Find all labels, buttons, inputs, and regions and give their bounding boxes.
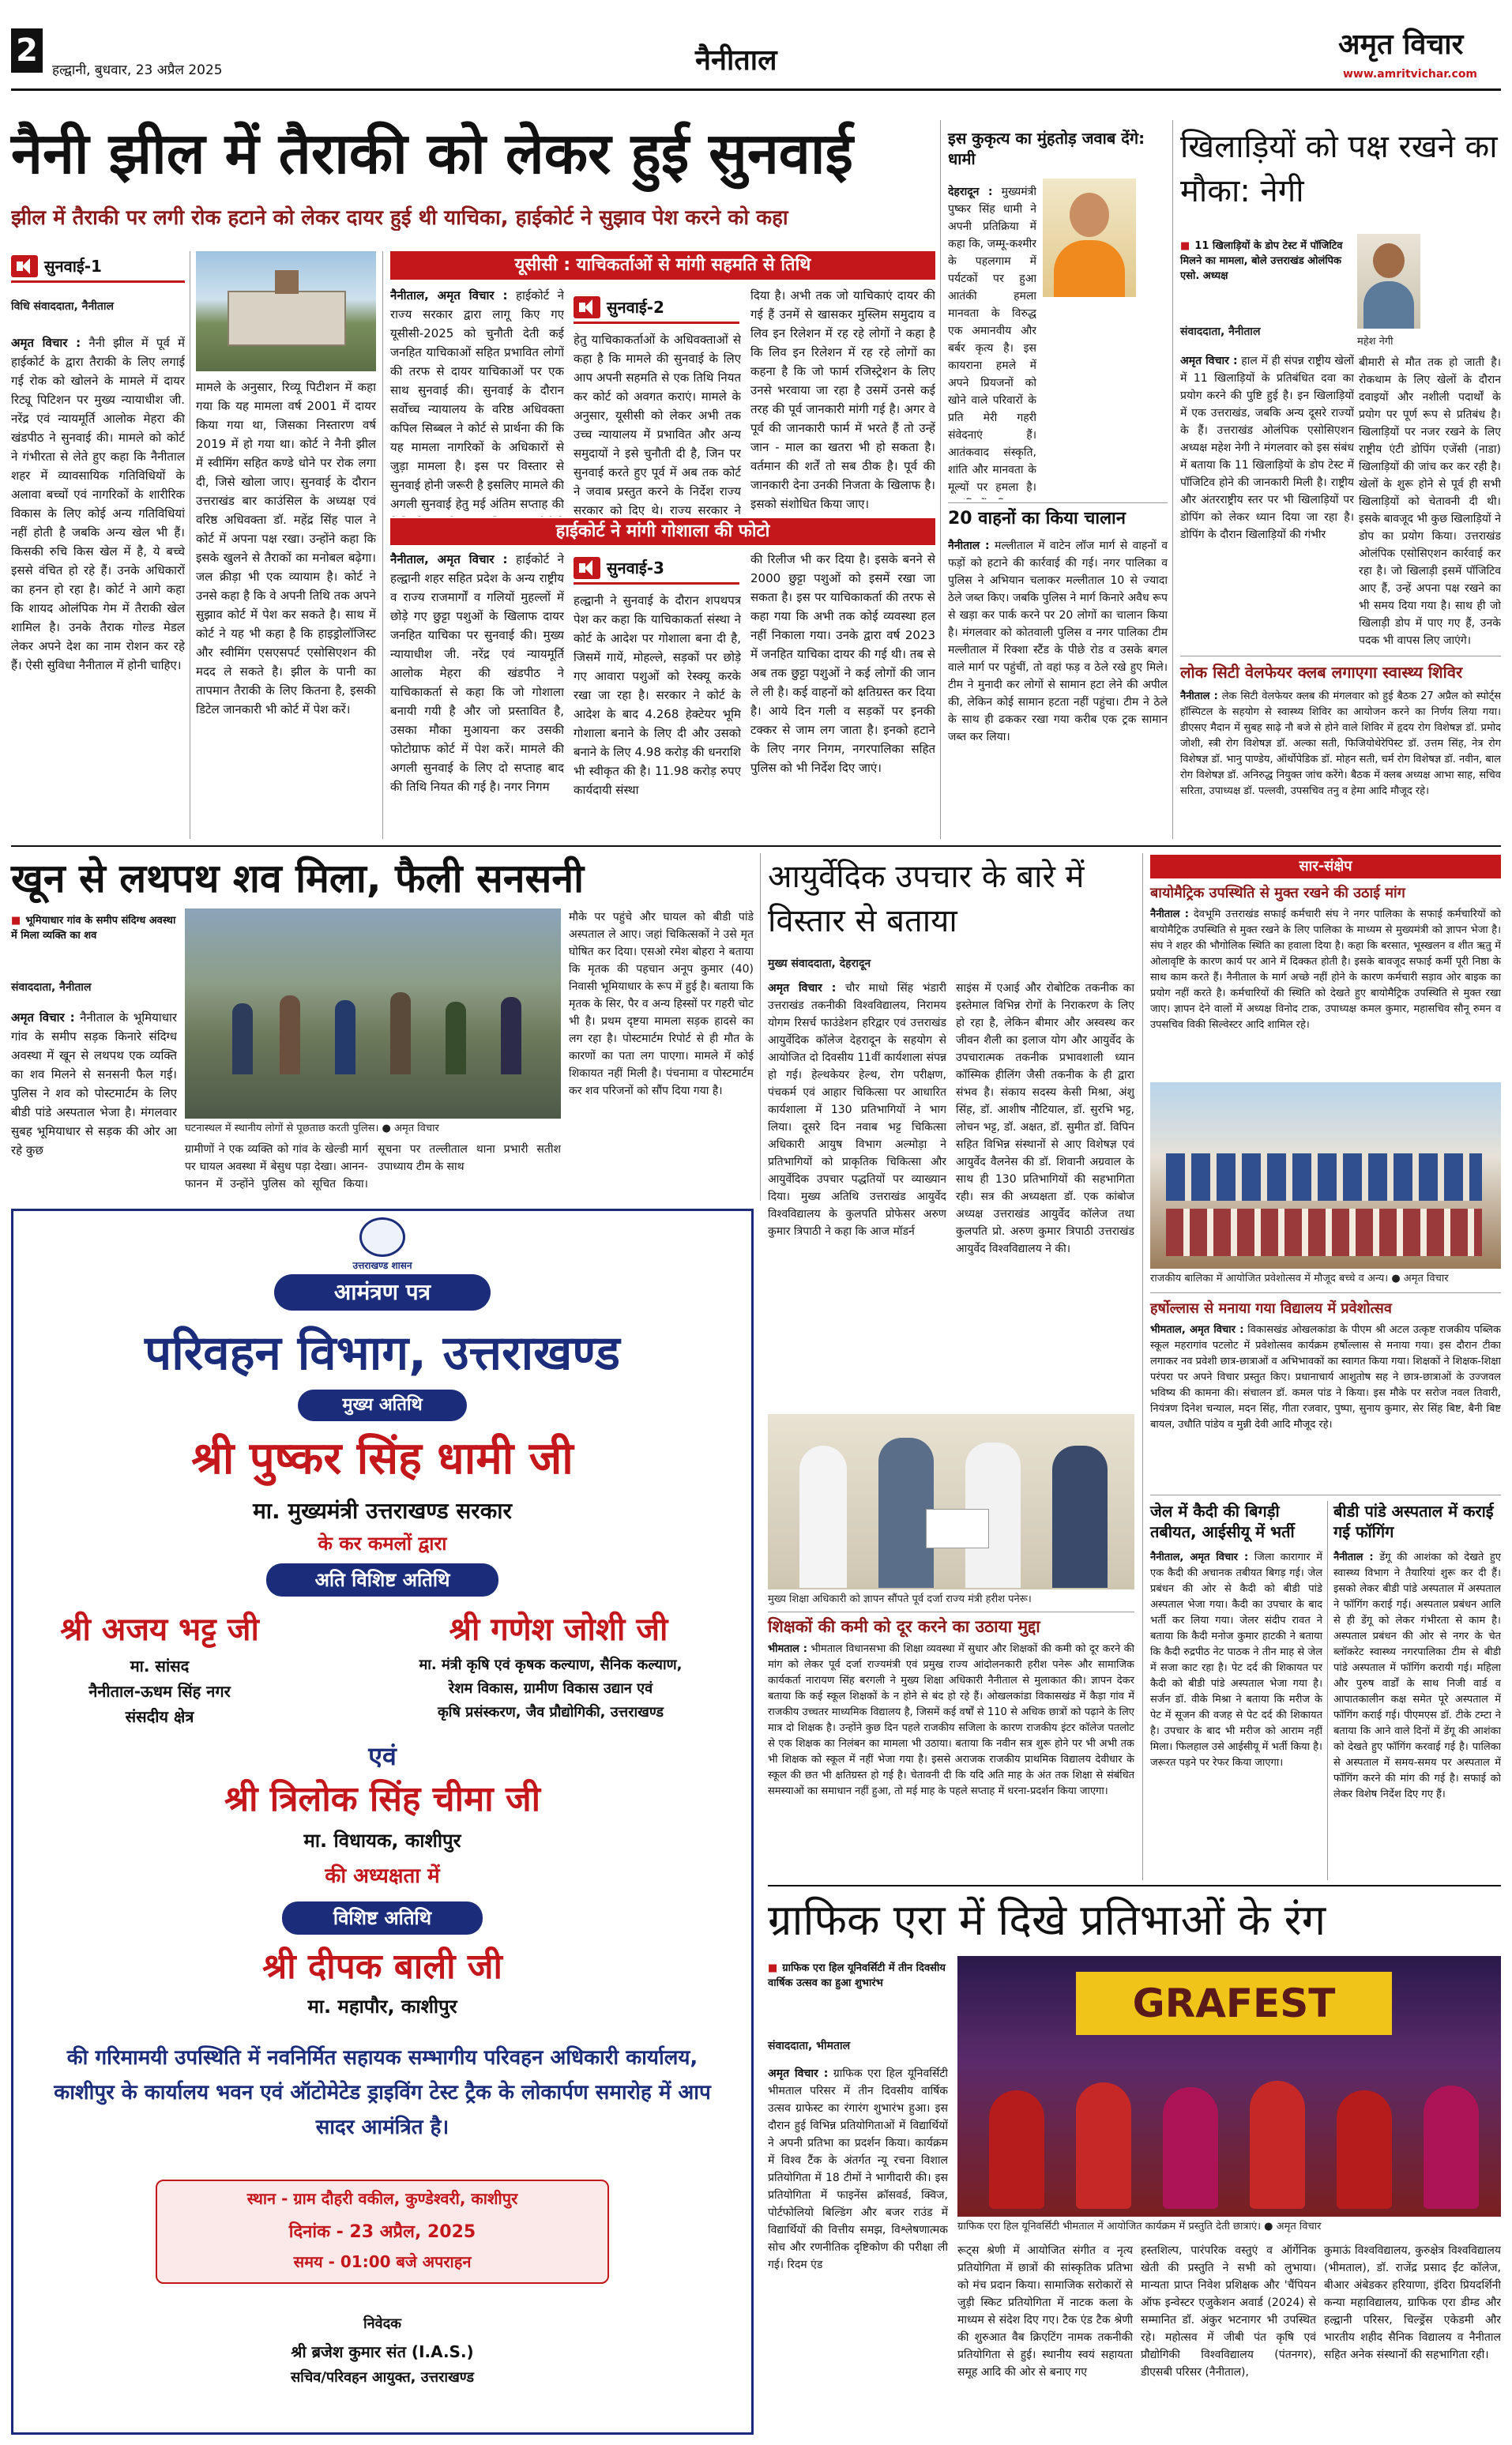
negi-headline: खिलाड़ियों को पक्ष रखने का मौका: नेगी <box>1180 129 1498 209</box>
highcourt-photo <box>196 251 376 371</box>
ad-venue: स्थान - ग्राम दौहरी वकील, कुण्डेश्वरी, काशीपुर <box>246 2189 518 2208</box>
negi-text1: अमृत विचार : हाल में ही संपन्न राष्ट्रीय खेलों में 11 खिलाड़ियों के प्रतिबंधित दवा का प्रयोग करने की पुष्टि हुई है। इन खिलाड़ियों में एक उत्तराखंड, जबकि अन्य दूसरे राज्यों के हैं। उत्तराखंड ओलंपिक एसोसिएशन अध्यक्ष महेश नेगी ने मंगलवार को इस संबंध में बताया कि 11 खिलाड़ियों के डोप टेस्ट में पॉजिटिव होने की जानकारी मिली है। राष्ट्रीय और अंतरराष्ट्रीय स्तर पर भी खिलाड़ियों पर डोपिंग को लेकर ध्यान दिया जा रहा है। डोपिंग के दौरान खिलाड़ियों की गंभीर <box>1180 355 1354 541</box>
body-text1: अमृत विचार : नैनीताल के भूमियाधार गांव के समीप सड़क किनारे संदिग्ध अवस्था में खून से लथपथ एक व्यक्ति का शव मिलने से सनसनी फैल गई। पुलिस ने शव को पोस्टमार्टम के लिए बीडी पांडे अस्पताल भेजा है। मंगलवार सुबह भूमियाधार से सड़क की ओर आ रहे कुछ <box>11 1010 177 1157</box>
school-photo <box>1150 1082 1501 1269</box>
speaker-icon <box>11 255 38 277</box>
hearing3-label: सुनवाई-3 <box>574 553 739 585</box>
school-photo-caption: राजकीय बालिका में आयोजित प्रवेशोत्सव में मौजूद बच्चे व अन्य। ● अमृत विचार <box>1150 1273 1449 1285</box>
dhami-photo <box>1043 179 1136 297</box>
gaushala-banner: हाईकोर्ट ने मांगी गोशाला की फोटो <box>390 518 935 545</box>
negi-bullet: ■ 11 खिलाड़ियों के डोप टेस्ट में पॉजिटिव मिलने का मामला, बोले उत्तराखंड ओलंपिक एसो. अध्यक्ष <box>1180 239 1354 284</box>
ad-date: दिनांक - 23 अप्रैल, 2025 <box>288 2222 476 2242</box>
ad-guest2-title: मा. मंत्री कृषि एवं कृषक कल्याण, सैनिक कल्याण, रेशम विकास, ग्रामीण विकास उद्यान एवं कृषि प्रसंस्करण, जैव प्रौद्योगिकी, उत्तराखण्ड <box>419 1657 683 1721</box>
date-line: हल्द्वानी, बुधवार, 23 अप्रैल 2025 <box>52 62 223 78</box>
ad-footer-label: निवेदक <box>363 2315 402 2332</box>
ucc-text1: नैनीताल, अमृत विचार : हाईकोर्ट ने राज्य सरकार द्वारा लागू किए गए यूसीसी-2025 को चुनौती देती कई जनहित याचिकाओं सहित प्रभावित लोगों की तरफ से दायर याचिकाओं पर एक साथ सुनवाई की। सुनवाई के दौरान सर्वोच्च न्यायालय के वरिष्ठ अधिवक्ता कपिल सिब्बल ने कोर्ट से प्रार्थना की कि यह मामला नागरिकों के अधिकारों से जुड़ा मामला है। इस पर विस्तार से सुनवाई होनी जरूरी है इसलिए मामले की अगली सुनवाई हेतु मई अंतिम सप्ताह की <box>390 288 564 511</box>
lokcity-text: नैनीताल : लेक सिटी वेलफेयर क्लब की मंगलवार को हुई बैठक 27 अप्रैल को स्पोर्ट्स हॉस्पिटल के सहयोग से स्वास्थ्य शिविर का आयोजन करने का निर्णय लिया गया। डीएसए मैदान में सुबह साढ़े नौ बजे से होने वाले शिविर में हृदय रोग विशेषज्ञ डॉ. प्रमोद जोशी, स्त्री रोग विशेषज्ञ डॉ. अल्का सती, फिजियोथेरेपिस्ट डॉ. उत्तम सिंह, नेत्र रोग विशेषज्ञ डॉ. भानु पाण्डेय, ऑर्थोपेडिक डॉ. मोहन सती, चर्म रोग विशेषज्ञ डॉ. नवीन, बाल रोग विशेषज्ञ डॉ. अनिरुद्ध नियुक्त जांच करेंगे। बैठक में क्लब अध्यक्ष आभा साह, सचिव सरिता, उपाध्यक्ष डॉ. पल्लवी, उपसचिव तनु व हेमा आदि मौजूद रहे। <box>1180 690 1501 797</box>
hearing1-byline: विधि संवाददाता, नैनीताल <box>11 300 114 313</box>
speaker-icon <box>574 296 600 318</box>
ad-president-title: मा. विधायक, काशीपुर <box>303 1830 461 1852</box>
graphic-era-text3: हस्तशिल्प, पारंपरिक वस्तुएं व ऑर्गेनिक खेती की प्रस्तुति ने सभी को लुभाया। मान्यता प्राप्त निवेश प्रशिक्षक और 'चैंपियन ऑफ इन्वेस्टर एजुकेशन अवार्ड (2024) से सम्मानित डॉ. अंकुर भटनागर भी उपस्थित रहे। महोत्सव में जीबी पंत कृषि एवं प्रौद्योगिकी विश्वविद्यालय (पंतनगर), डीएसबी परिसर (नैनीताल), <box>1141 2244 1316 2379</box>
hearing2-label: सुनवाई-2 <box>574 292 739 324</box>
challan-headline: 20 वाहनों का किया चालान <box>948 509 1126 528</box>
ad-vip-label: विशिष्ट अतिथि <box>282 1901 483 1935</box>
brand-website: www.amritvichar.com <box>1343 68 1478 81</box>
ad-footer-name: श्री ब्रजेश कुमार संत (I.A.S.) <box>291 2342 474 2361</box>
graphic-era-byline: संवाददाता, भीमताल <box>768 2040 851 2052</box>
saar-item1-title: बायोमैट्रिक उपस्थिति से मुक्त रखने की उठाई मांग <box>1150 885 1405 901</box>
ad-chief-guest-label: मुख्य अतिथि <box>298 1390 467 1421</box>
ad-special-guest-label: अति विशिष्ट अतिथि <box>266 1563 498 1597</box>
lead-headline: नैनी झील में तैराकी को लेकर हुई सुनवाई <box>11 120 853 186</box>
memorandum-photo <box>768 1414 1134 1589</box>
ad-chief-guest-title: मा. मुख्यमंत्री उत्तराखण्ड सरकार <box>253 1498 512 1524</box>
masthead-rule <box>11 88 1501 91</box>
graphic-era-headline: ग्राफिक एरा में दिखे प्रतिभाओं के रंग <box>768 1895 1326 1945</box>
dhami-headline: इस कुकृत्य का मुंहतोड़ जवाब देंगे: धामी <box>948 129 1145 168</box>
bdpandey-headline: बीडी पांडे अस्पताल में कराई गई फॉगिंग <box>1333 1502 1494 1541</box>
body-photo-caption: घटनास्थल में स्थानीय लोगों से पूछताछ करती पुलिस। ● अमृत विचार <box>185 1123 439 1134</box>
graphic-era-photo <box>957 1956 1501 2217</box>
hearing1-label: सुनवाई-1 <box>11 251 185 283</box>
saar-banner: सार-संक्षेप <box>1150 855 1501 878</box>
saar-item2-title: हर्षोल्लास से मनाया गया विद्यालय में प्रवेशोत्सव <box>1150 1300 1392 1317</box>
page-number: 2 <box>11 28 43 73</box>
graphic-era-text1: अमृत विचार : ग्राफिक एरा हिल यूनिवर्सिटी भीमताल परिसर में तीन दिवसीय वार्षिक उत्सव ग्राफेस्ट का रंगारंग शुभारंभ हुआ। इस दौरान हुई विभिन्न प्रतियोगिताओं में विद्यार्थियों ने अपनी प्रतिभा का प्रदर्शन किया। कार्यक्रम में विश्व टैंक के अंतर्गत न्यू रचना विशाल प्रतियोगिता में 18 टीमों ने भागीदारी की। इस प्रतियोगिता में फाइनेंस क्रॉसवर्ड, क्विज, पोर्टफोलियो बिल्डिंग और बजर राउंड में विद्यार्थियों की वित्तीय समझ, विश्लेषणात्मक सोच और रणनीतिक दृष्टिकोण की परीक्षा ली गई। रिदम एंड <box>768 2067 948 2271</box>
jail-text: नैनीताल, अमृत विचार : जिला कारागार में एक कैदी की अचानक तबीयत बिगड़ गई। जेल प्रबंधन की ओर से कैदी को बीडी पांडे अस्पताल भेजा गया। कैदी का उपचार के बाद भर्ती कर लिया गया। जेलर संदीप रावत ने बताया कि कैदी मनोज कुमार हाटकी ने बताया कि कैदी रुद्रपीठ नेट पाठक ने तीन माह से जेल में सजा काट रहा है। पेट दर्द की शिकायत पर कैदी को बीडी पांडे अस्पताल भेजा गया है। सर्जन डॉ. वीके मिश्रा ने बताया कि मरीज के पेट में सूजन की वजह से पेट दर्द की शिकायत है। उपचार के बाद भी मरीज को आराम नहीं मिला। फिलहाल उसे आईसीयू में भर्ती किया है। जरूरत पड़ने पर रेफर किया जाएगा। <box>1150 1552 1322 1769</box>
ayurveda-byline: मुख्य संवाददाता, देहरादून <box>768 957 871 970</box>
graphic-era-banner-text: GRAFEST <box>1076 1972 1392 2035</box>
ayurveda-text1: अमृत विचार : चौर माधो सिंह भंडारी उत्तराखंड तकनीकी विश्वविद्यालय, निरामय योगम रिसर्च फाउंडेशन हरिद्वार एवं उत्तराखंड आयुर्वेदिक कॉलेज देहरादून के सहयोग से आयोजित दो दिवसीय 11वीं कार्यशाला संपन्न हो गई। हेल्थकेयर हेल्थ, रोग परीक्षण, पंचकर्म एवं आहार चिकित्सा पर आधारित कार्यशाला में 130 प्रतिभागियों ने भाग लिया। दूसरे दिन नवाब भट्ट चिकित्सा अधिकारी आयुष विभाग अल्मोड़ा ने प्रतिभागियों को प्राकृतिक चिकित्सा और आयुर्वेदिक उपचार पद्धतियों पर व्याख्यान दिया। मुख्य अतिथि उत्तराखंड आयुर्वेद विश्वविद्यालय के कुलपति प्रोफेसर अरुण कुमार त्रिपाठी ने कहा कि आज मॉडर्न <box>768 982 946 1238</box>
body-byline: संवाददाता, नैनीताल <box>11 981 92 994</box>
dhami-text: देहरादून : मुख्यमंत्री पुष्कर सिंह धामी ने अपनी प्रतिक्रिया में कहा कि, जम्मू-कश्मीर के पहलगाम में पर्यटकों पर हुआ आतंकी हमला मानवता के विरुद्ध एक अमानवीय और बर्बर कृत्य है। इस कायराना हमले में अपने प्रियजनों को खोने वाले परिवारों के प्रति मेरी गहरी संवेदनाएं हैं। आतंकवाद संस्कृति, शांति और मानवता के मूल्यों पर हमला है। <box>948 186 1036 494</box>
speaker-icon <box>574 557 600 579</box>
jail-headline: जेल में कैदी की बिगड़ी तबीयत, आईसीयू में भर्ती <box>1150 1502 1295 1541</box>
ucc-banner: यूसीसी : याचिकर्ताओं से मांगी सहमति से तिथि <box>390 251 935 280</box>
graphic-era-photo-caption: ग्राफिक एरा हिल यूनिवर्सिटी भीमताल में आयोजित कार्यक्रम में प्रस्तुति देती छात्राएं। ● अमृत विचार <box>957 2221 1322 2232</box>
negi-photo-caption: महेश नेगी <box>1357 336 1394 348</box>
ad-vip-title: मा. महापौर, काशीपुर <box>307 1995 457 2018</box>
ad-body: की गरिमामयी उपस्थिति में नवनिर्मित सहायक सम्भागीय परिवहन अधिकारी कार्यालय, काशीपुर के कार्यालय भवन एवं ऑटोमेटेड ड्राइविंग टेस्ट ट्रैक के लोकार्पण समारोह में आप सादर आमंत्रित है। <box>54 2046 711 2139</box>
gaushala-text3: की रिलीज भी कर दिया है। इसके बनने से 2000 छुट्टा पशुओं को इसमें रखा जा सकता है। इस पर याचिकाकर्ता की तरफ से कहा गया कि अभी तक कोई व्यवस्था हल नहीं निकाला गया। उनके द्वारा वर्ष 2023 में जनहित याचिका दायर की गई थी। तब से अब तक छुट्टा पशुओं ने कई लोगों की जान ले ली है। कई वाहनों को क्षतिग्रस्त कर दिया है। आये दिन गली व सड़कों पर इनकी टक्कर से जाम लग जाता है। इनको हटाने के लिए नगर निगम, नगरपालिका सहित पुलिस को भी निर्देश दिए जाएं। <box>750 552 935 775</box>
lead-deck: झील में तैराकी पर लगी रोक हटाने को लेकर दायर हुई थी याचिका, हाईकोर्ट ने सुझाव पेश करने को कहा <box>11 206 788 230</box>
ad-time: समय - 01:00 बजे अपराहन <box>293 2252 472 2271</box>
gaushala-text2: हल्द्वानी ने सुनवाई के दौरान शपथपत्र पेश कर कहा कि याचिकाकर्ता संस्था ने कोर्ट के आदेश पर गोशाला बना दी है, जिसमें गायें, मोहल्ले, सड़कों पर छोड़े गए आवारा पशुओं को रेस्क्यू करके रखा जा रहा है। सरकार ने कोर्ट के आदेश के बाद 4.268 हेक्टेयर भूमि गोशाला बनाने के लिए दी और उसको बनाने के लिए 4.98 करोड़ की धनराशि भी स्वीकृत की है। 11.98 करोड़ रुपए कार्यदायी संस्था <box>574 593 741 797</box>
ucc-text3: दिया है। अभी तक जो याचिकाएं दायर की गई हैं उनमें से खासकर मुस्लिम समुदाय व लिव इन रिलेशन में रह रहे लोगों ने कहा है कि लिव इन रिलेशन में रह रहे लोगों का कहना है कि जो फार्म रजिस्ट्रेशन के लिए उनसे भरवाया जा रहा है उसमें उनसे कई तरह की पूर्व जानकारी मांगी गई है। अगर वे पूर्व की जानकारी फार्म में भरते हैं तो उन्हें जान - माल का खतरा भी हो सकता है। वर्तमान की शर्तें तो सब ठीक है। पूर्व की जानकारी देना उनकी निजता के खिलाफ है। इसको संशोधित किया जाए। <box>750 288 935 511</box>
challan-text: नैनीताल : मल्लीताल में वाटेन लॉज मार्ग से वाहनों व फड़ों को हटाने की कार्रवाई की गई। नगर पालिका व पुलिस ने अभियान चलाकर मल्लीताल 10 से ज्यादा ठेले जब्त किए। जबकि पुलिस ने मार्ग किनारे अवैध रूप से खड़ा कर पार्क करने पर 20 लोगों का चालान किया है। मंगलवार को कोतवाली पुलिस व नगर पालिका टीम मल्लीताल में रिक्शा स्टैंड के पीछे रोड व उसके बगल वाले मार्ग पर पहुंचीं, तो वहां फड़ व ठेले रखे हुए मिले। टीम ने मुनादी कर लोगों से सामान हटा लेने की अपील की, लेकिन कोई सामान हटता नहीं पहुंचा। टीम ने ठेले के साथ ही ढककर रखा गया करीब एक ट्रक सामान जब्त कर लिया। <box>948 540 1168 743</box>
ad-footer-title: सचिव/परिवहन आयुक्त, उत्तराखण्ड <box>291 2369 474 2386</box>
ad-venue-box <box>156 2180 609 2284</box>
ad-guest1-name: श्री अजय भट्ट जी <box>60 1612 259 1648</box>
ad-guest1-title: मा. सांसद नैनीताल-ऊधम सिंह नगर संसदीय क्षेत्र <box>88 1657 231 1726</box>
brand-logo: अमृत विचार <box>1338 28 1464 61</box>
negi-byline: संवाददाता, नैनीताल <box>1180 325 1261 338</box>
hearing1-text: अमृत विचार : नैनी झील में पूर्व में हाईकोर्ट के द्वारा तैराकी के लिए लगाई गई रोक को खोलने के मामले में दायर रिट्यू पिटिशन पर मुख्य न्यायाधीश जी. नरेंद्र एवं न्यायमूर्ति आलोक मेहरा की खंडपीठ ने सुनवाई की। मामले को कोर्ट ने गंभीरता से लेते हुए कहा कि नैनीताल शहर में व्यावसायिक गतिविधियों के अलावा बच्चों एवं नागरिकों के शारीरिक विकास के लिए कोई अन्य गतिविधियां नहीं होती है जबकि अन्य खेल भी हैं। किसकी रुचि किस खेल में है, ये बच्चे इससे वंचित हो रहे हैं। उनके अधिकारों का हनन हो रहा है। कोर्ट ने आगे कहा कि शायद ओलंपिक गेम में तैराकी खेल शामिल है। उनके तैराक गोल्ड मेडल लेकर अपने देश का नाम रोशन कर रहे हैं। ऐसी सुविधा नैनीताल में होनी चाहिए। <box>11 336 185 672</box>
body-bullet: ■ भूमियाधार गांव के समीप संदिग्ध अवस्था में मिला व्यक्ति का शव <box>11 913 177 943</box>
graphic-era-bullet: ■ ग्राफिक एरा हिल यूनिवर्सिटी में तीन दिवसीय वार्षिक उत्सव का हुआ शुभारंभ <box>768 1961 948 1991</box>
govt-emblem-icon <box>359 1217 405 1257</box>
ad-department: परिवहन विभाग, उत्तराखण्ड <box>145 1326 620 1381</box>
teachers-text: भीमताल : भीमताल विधानसभा की शिक्षा व्यवस्था में सुधार और शिक्षकों की कमी को दूर करने की मांग को लेकर पूर्व दर्जा राज्यमंत्री एवं प्रमुख राज्य आंदोलनकारी हरीश पनेरू और सामाजिक कार्यकर्ता नारायण सिंह बरगली ने मुख्य शिक्षा अधिकारी नैनीताल से मुलाकात की। ज्ञापन देकर बताया कि कई स्कूल शिक्षकों के न होने से बंद हो रहे हैं। ओखलकांडा विकासखंड में कैड़ा गांव में राजकीय उच्चतर माध्यमिक विद्यालय है, जिसमें कई वर्षों से 110 से अधिक छात्रों को पढ़ाने के लिए मात्र दो शिक्षक है। उन्होंने कुछ दिन पहले राजकीय सजिला के कारण राजकीय इंटर कॉलेज पतलोट से एक शिक्षक का निलंबन का मामला भी उठाया। बताया कि नवीन सत्र शुरू होने पर भी अभी तक भी शिक्षक को स्कूल में नहीं भेजा गया है। इससे अराजक राजकीय प्राथमिक विद्यालय देवीधार के स्कूल की छत भी क्षतिग्रस्त हो गई है। चेतावनी दी कि यदि अति माह के अंत तक शिक्षा से संबंधित समस्याओं का समाधान नहीं हुआ, तो मई माह के पहले सप्ताह में धरना-प्रदर्शन किया जाएगा। <box>768 1643 1134 1797</box>
ad-guest2-name: श्री गणेश जोशी जी <box>449 1612 668 1648</box>
body-text3: मौके पर पहुंचे और घायल को बीडी पांडे अस्पताल ले आए। जहां चिकित्सकों ने उसे मृत घोषित कर दिया। एसओ रमेश बोहरा ने बताया कि मृतक की पहचान अनूप कुमार (40) निवासी भूमियाधार के रूप में हुई है। बताया कि मृतक के सिर, पैर व अन्य हिस्सों पर गहरी चोट भी है। प्रथम दृष्टया मामला सड़क हादसे का लग रहा है। पोस्टमार्टम रिपोर्ट से ही मौत के कारणों का पता लग पाएगा। मामले में कोई शिकायत नहीं मिली है। पंचनामा व पोस्टमार्टम कर शव परिजनों को सौंप दिया गया है। <box>569 911 754 1097</box>
graphic-era-text4: कुमाऊं विश्वविद्यालय, कुरुक्षेत्र विश्वविद्यालय (भीमताल), डॉ. राजेंद्र प्रसाद ईंट कॉलेज, बीआर अंबेडकर हरियाणा, इंदिरा प्रियदर्शिनी कन्या महाविद्यालय, ग्राफिक एरा डीम्ड और हल्द्वानी परिसर, चिल्ड्रेंस एकेडमी और भारतीय शहीद सैनिक विद्यालय व नैनीताल सहित अनेक संस्थानों की सहभागिता रही। <box>1324 2244 1501 2361</box>
ad-chief-guest-name: श्री पुष्कर सिंह धामी जी <box>191 1433 574 1484</box>
body-text2: ग्रामीणों ने एक व्यक्ति को गांव के खेल्डी मार्ग पर घायल अवस्था में बेसुध पड़ा देखा। आनन-फानन में उन्होंने पुलिस को सूचित किया। सूचना पर तल्लीताल थाना प्रभारी सतीश उपाध्याय टीम के साथ <box>185 1143 561 1191</box>
ad-vip-name: श्री दीपक बाली जी <box>262 1947 502 1987</box>
section-name: नैनीताल <box>695 44 777 77</box>
ucc-text2: हेतु याचिकाकर्ताओं के अधिवक्ताओं से कहा है कि मामले की सुनवाई के लिए आप अपनी सहमति से एक तिथि नियत कर कोर्ट को अवगत कराएं। मामले के अनुसार, यूसीसी को लेकर अभी तक उच्च न्यायालय में प्रभावित और अन्य समुदायों ने इसे चुनौती दी है, जिन पर सुनवाई करते हुए पूर्व में अब तक कोर्ट ने जवाब प्रस्तुत करने के निर्देश राज्य सरकार को दिए थे। राज्य सरकार ने <box>574 333 741 517</box>
ad-emblem-label: उत्तराखण्ड शासन <box>352 1260 412 1271</box>
masthead <box>0 0 1512 93</box>
ad-president-name: श्री त्रिलोक सिंह चीमा जी <box>224 1779 541 1819</box>
body-headline: खून से लथपथ शव मिला, फैली सनसनी <box>11 856 585 901</box>
ayurveda-headline: आयुर्वेदिक उपचार के बारे में विस्तार से बताया <box>768 859 1085 939</box>
ad-and: एवं <box>368 1741 397 1771</box>
saar-item1-text: नैनीताल : देवभूमि उत्तराखंड सफाई कर्मचारी संघ ने नगर पालिका के सफाई कर्मचारियों को बायोमैट्रिक उपस्थिति से मुक्त रखने के लिए पालिका के माध्यम से मुख्यमंत्री को ज्ञापन भेजा है। संघ ने शहर की भौगोलिक स्थिति का हवाला दिया है। कहा कि बरसात, भूस्खलन व शीत ऋतु में ओलावृष्टि के कारण कार्य पर आने में दिक्कत होती है। इसके बावजूद सफाई कर्मी पूरी निष्ठा के साथ काम करते हैं। नैनीताल के मार्ग अच्छे नहीं होने के कारण कर्मचारी सड़ाव ओर बाइक का प्रयोग नहीं करते है। कर्मचारियों की स्थिति को देखते हुए बायोमैट्रिक उपस्थिति से मुक्त रखा जाए। ज्ञापन देने वालों में अध्यक्ष विनोद टाक, उपाध्यक्ष कमल कुमार, महासचिव सौनू रुमन व उपसचिव विकी सिल्वेस्टर आदि शामिल रहे। <box>1150 908 1501 1031</box>
bdpandey-text: नैनीताल : डेंगू की आशंका को देखते हुए स्वास्थ्य विभाग ने तैयारियां शुरू कर दी हैं। इसको लेकर बीडी पांडे अस्पताल में अस्पताल ने फॉगिंग कराई गई। अस्पताल प्रबंधन आलि से ही डेंगू को लेकर गंभीरता से काम है। अस्पताल प्रबंधन की ओर से नगर के चेत ब्लॉकरेट स्वास्थ्य नगरपालिका टीम से बीडी पांडे अस्पताल में फॉगिंग करायी गई। महिला और पुरुष वार्डों के साथ निजी वार्ड व आपातकालीन कक्ष समेत पूरे अस्पताल में फॉगिंग कराई गई। पीएमएस डॉ. टीके टम्टा ने बताया कि आने वाले दिनों में डेंगू की आशंका को देखते हुए फॉगिंग करवाई गई है। पालिका से अस्पताल में समय-समय पर अस्पताल में फॉगिंग करने की मांग की गई है। सफाई को लेकर विशेष निर्देश दिए गए हैं। <box>1333 1552 1501 1800</box>
ayurveda-text2: साइंस में एआई और रोबोटिक तकनीक का इस्तेमाल विभिन्न रोगों के निराकरण के लिए हो रहा है, लेकिन बीमार और अस्वस्थ कर जीवन शैली का इलाज योग और आयुर्वेद के उपचारात्मक तकनीक प्रभावशाली ध्यान कॉस्मिक हीलिंग जैसी तकनीक के ही द्वारा संभव है। संकाय सदस्य केसी मिश्रा, अंशु सिंह, डॉ. आशीष नौटियाल, डॉ. सुरभि भट्ट, लोचन भट्ट, डॉ. अक्षत, डॉ. सुमीत डॉ. विपिन सहित विभिन्न संस्थानों से आए विशेषज्ञ एवं आयुर्वेद वैलनेस की डॉ. शिवानी अग्रवाल के साथ ही 130 प्रतिभागियों की सहभागिता रही। सत्र की अध्यक्षता डॉ. एक कांबोज अध्यक्ष उत्तराखंड आयुर्वेद कॉलेज तथा कुलपति प्रो. अरुण कुमार त्रिपाठी उत्तराखंड आयुर्वेद विश्वविद्यालय ने की। <box>956 982 1134 1255</box>
hearing1-text2: मामले के अनुसार, रिव्यू पिटीशन में कहा गया कि यह मामला वर्ष 2001 में दायर किया गया था, जिसका निस्तारण वर्ष 2019 में हो गया था। कोर्ट ने नैनी झील में स्वीमिंग सहित कण्डे धोने पर रोक लगा दी, जिसे खोला जाए। सुनवाई के दौरान उत्तराखंड बार काउंसिल के अध्यक्ष एवं वरिष्ठ अधिवक्ता डॉ. महेंद्र सिंह पाल ने कोर्ट में अपना पक्ष रखा। उन्होंने कहा कि इसके खुलने से तैराकों का मनोबल बढ़ेगा। जल क्रीड़ा भी एक व्यायाम है। कोर्ट ने उनसे कहा है कि वे अपनी तिथि तक अपने सुझाव कोर्ट में पेश कर सकते है। साथ में कोर्ट ने यह भी कहा है कि हाइड्रोलॉजिस्ट और स्वीमिंग एसएसपर्ट एसोसिएशन की मदद ले सकते है। झील के पानी का तापमान तैराकी के लिए कितना है, इसकी डिटेल जानकारी भी कोर्ट में पेश करें। <box>196 380 376 717</box>
memorandum-photo-caption: मुख्य शिक्षा अधिकारी को ज्ञापन सौंपते पूर्व दर्जा राज्य मंत्री हरीश पनेरू। <box>768 1593 1032 1605</box>
body-scene-photo <box>185 908 561 1119</box>
lokcity-headline: लोक सिटी वेलफेयर क्लब लगाएगा स्वास्थ्य शिविर <box>1180 663 1463 682</box>
ad-ribbon: आमंत्रण पत्र <box>274 1274 491 1311</box>
gaushala-text1: नैनीताल, अमृत विचार : हाईकोर्ट ने हल्द्वानी शहर सहित प्रदेश के अन्य राष्ट्रीय व राज्य राजमार्गों व गलियों मुहल्लों में छोड़े गए छुट्टा पशुओं के खिलाफ दायर जनहित याचिका पर सुनवाई की। मुख्य न्यायाधीश जी. नरेंद्र एवं न्यायमूर्ति आलोक मेहरा की खंडपीठ ने याचिकाकर्ता से कहा कि जो गोशाला बनायी गयी है और जो प्रस्तावित है, उसका मौका मुआयना कर उसकी फोटोग्राफ कोर्ट में पेश करें। मामले की अगली सुनवाई के लिए दो सप्ताह बाद की तिथि नियत की गई है। नगर निगम <box>390 552 564 794</box>
graphic-era-text2: रूट्स श्रेणी में आयोजित संगीत व नृत्य प्रतियोगिता में छात्रों की सांस्कृतिक प्रतिभा को मंच प्रदान किया। सामाजिक सरोकारों से जुड़ी स्किट प्रतियोगिता में नाटक कला के माध्यम से संदेश दिए गए। टैक एंड टैक श्रेणी की शुरुआत वैब क्रिएटिंग नामक तकनीकी प्रतियोगिता से हुई। स्थानीय स्वयं सहायता समूह आदि की ओर से बनाए गए <box>957 2244 1133 2379</box>
teachers-headline: शिक्षकों की कमी को दूर करने का उठाया मुद्दा <box>768 1617 1040 1636</box>
negi-text2: बीमारी से मौत तक हो जाती है। रोकथाम के लिए खेलों के दौरान दवाइयों और नशीली पदार्थों के प्रयोग पर पूर्ण रूप से प्रतिबंध है। खिलाड़ियों पर नजर रखने के लिए राष्ट्रीय एंटी डोपिंग एजेंसी (नाडा) खिलाड़ियों की जांच कर कर रही है। खेलों के शुरू होने से पूर्व ही सभी खिलाड़ियों को चेतावनी दी थी। इसके बावजूद भी कुछ खिलाड़ियों ने डोप का प्रयोग किया। उत्तराखंड ओलंपिक एसोसिएशन कार्रवाई कर रहा है। जो खिलाड़ी इसमें पॉजिटिव आए हैं, उन्हें अपना पक्ष रखने का भी समय दिया गया है। साथ ही जो खिलाड़ी डोप में पाए गए हैं, उनके पदक भी वापस लिए जाएंगे। <box>1359 356 1501 647</box>
ad-president-suffix: की अध्यक्षता में <box>325 1864 440 1888</box>
transport-ad <box>11 1209 754 2435</box>
saar-item2-text: भीमताल, अमृत विचार : विकासखंड ओखलकांडा के पीएम श्री अटल उत्कृष्ट राजकीय पब्लिक स्कूल महरागांव पटलोट में प्रवेशोत्सव कार्यक्रम हर्षोल्लास से मनाया गया। इस दौरान टीका लगाकर नव प्रवेशी छात्र-छात्राओं व अभिभावकों का स्वागत किया गया। शिक्षकों ने शिक्षक-शिक्षा परंपरा पर अपने विचार प्रस्तुत किए। प्रधानाचार्य आशुतोष सह ने छात्र-छात्राओं के उज्जवल भविष्य की कामना की। संचालन डॉ. कमल पांड ने किया। इस मौके पर सरोज नवल तिवारी, नियंत्रण दिनेश चन्याल, मदन सिंह, गीता रजवार, पुष्पा, सुनाय कुमार, सेर सिंह बिष्ट, बैनी बिष्ट बायल, उधौति पांडेय व मुन्नी देवी आदि मौजूद रहे। <box>1150 1324 1501 1431</box>
ad-chief-guest-suffix: के कर कमलों द्वारा <box>318 1533 447 1555</box>
